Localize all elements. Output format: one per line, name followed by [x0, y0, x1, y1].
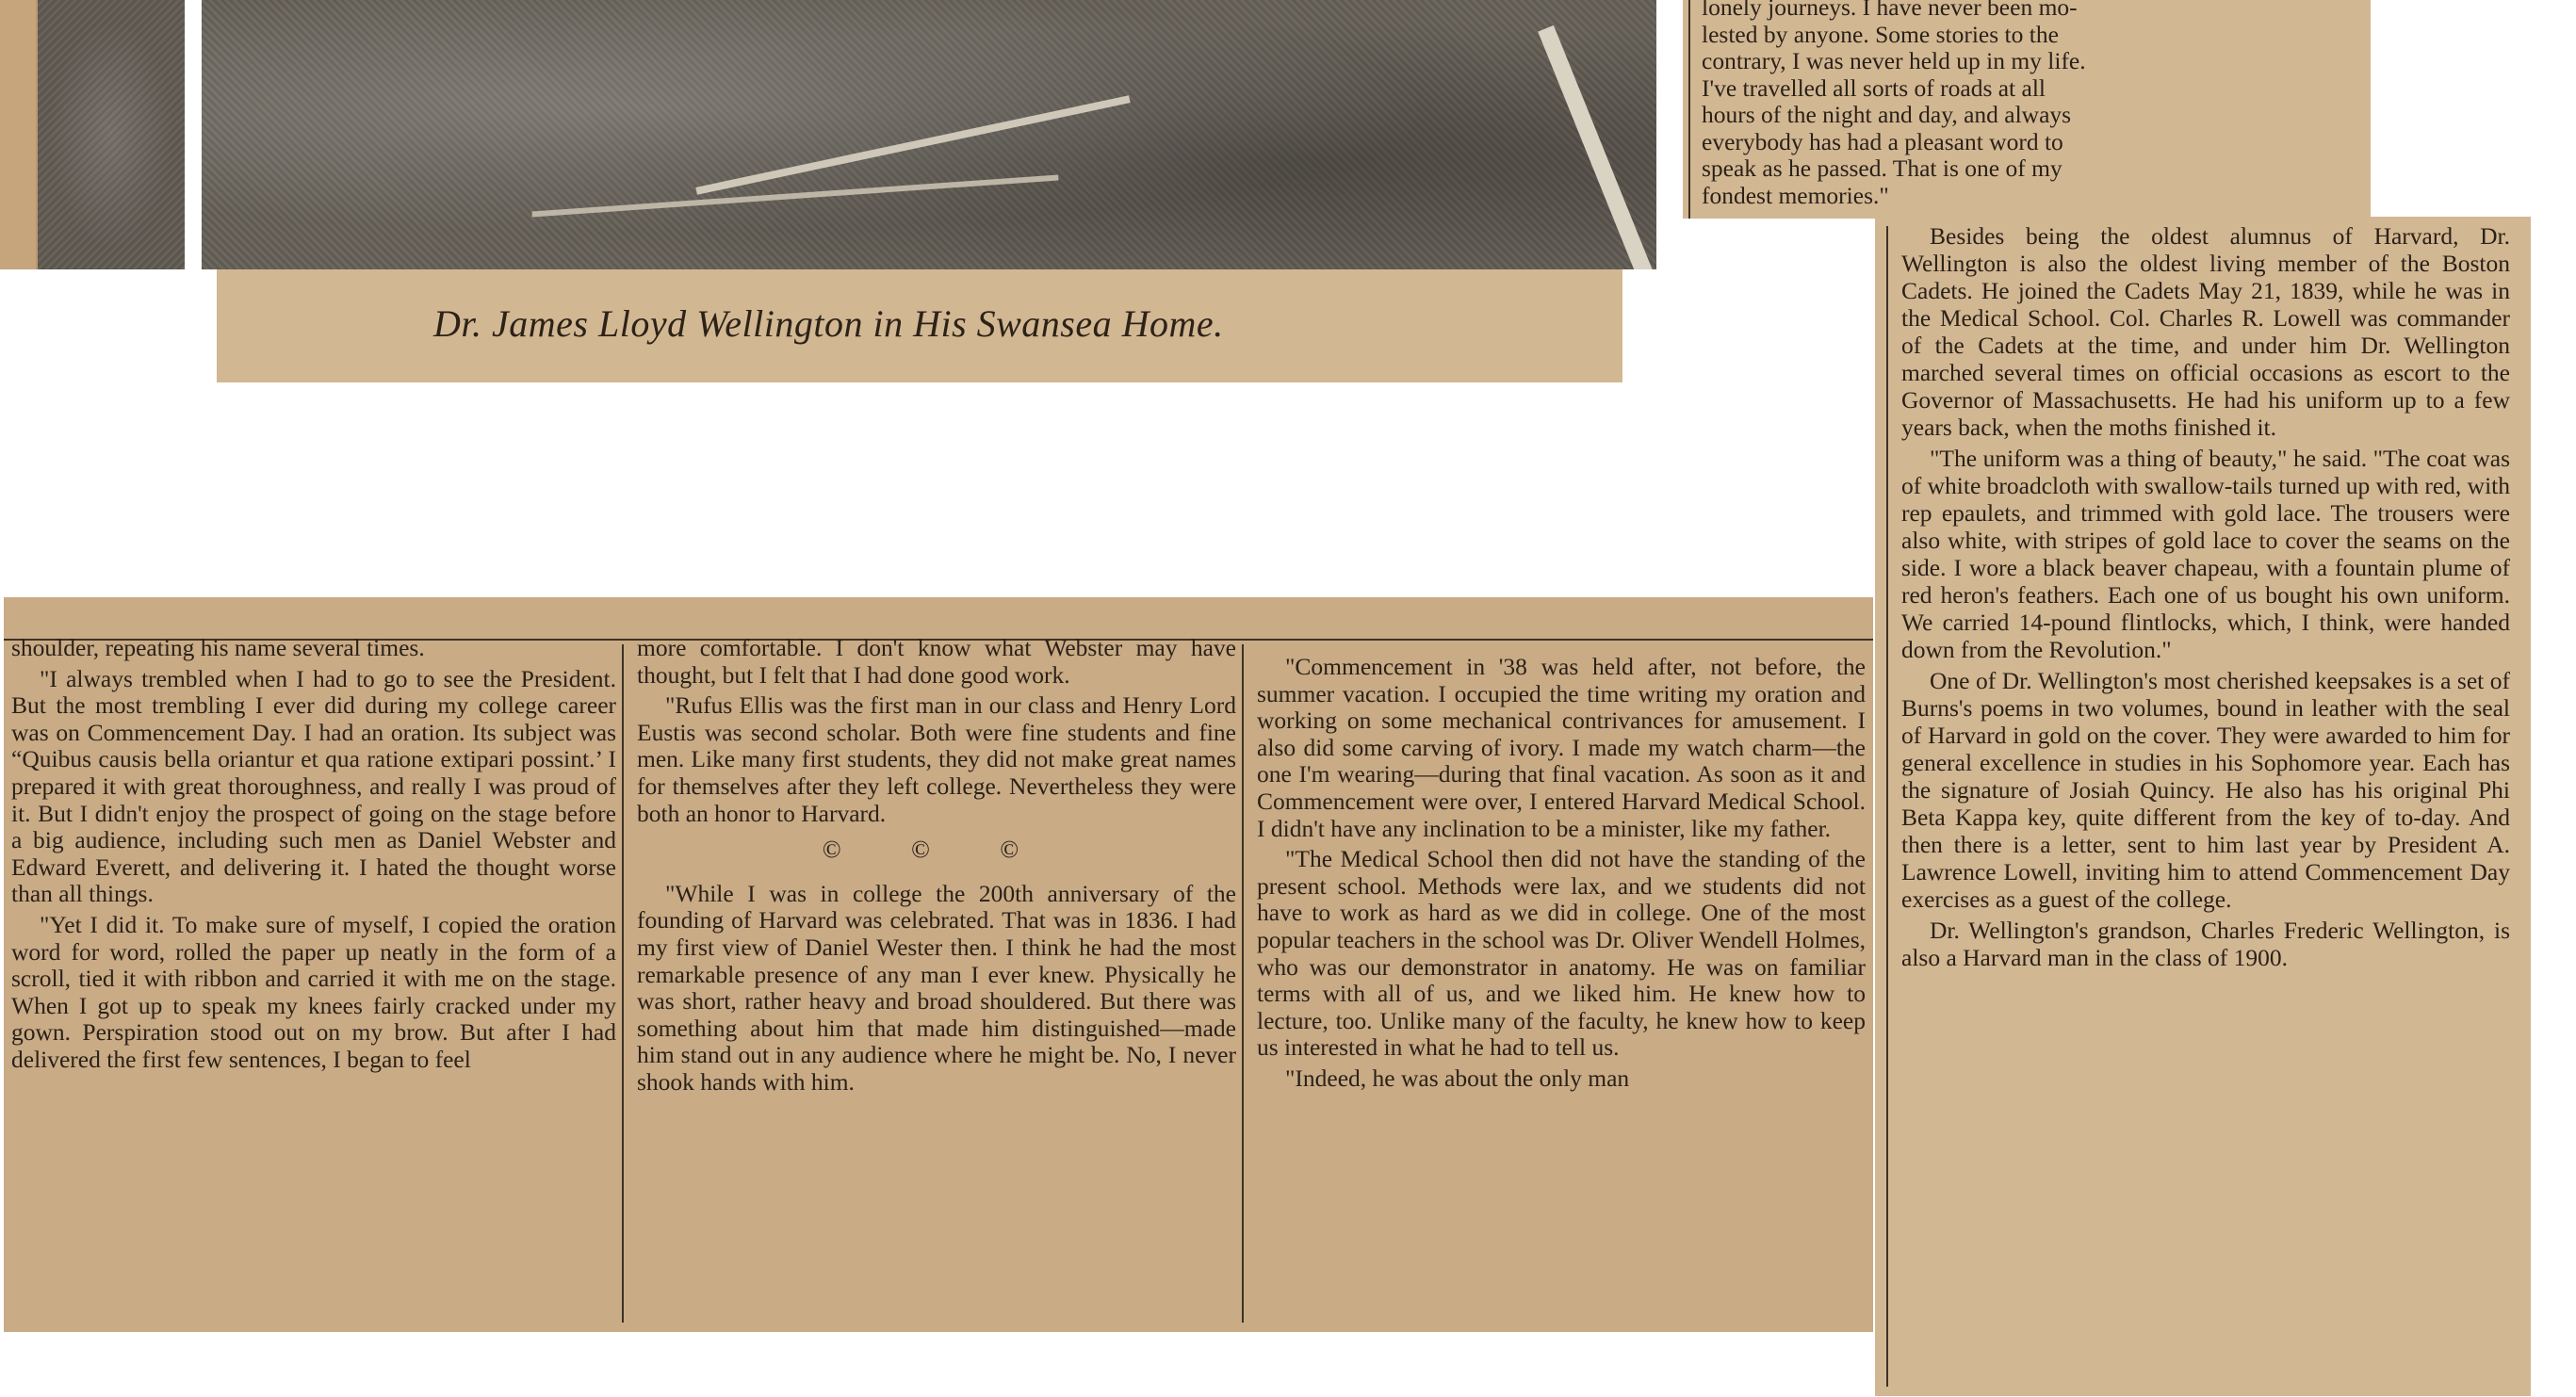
section-ornament: © © ©: [822, 836, 1052, 864]
paragraph: shoulder, repeating his name several times.: [11, 634, 425, 661]
text-line: I've travelled all sorts of roads at all: [1702, 73, 2046, 102]
paragraph: "Yet I did it. To make sure of myself, I copied the oration word for word, rolled the paper up neatly in the form of a scroll, tied it with ribbon and carried it with me on the stage. When I got up to speak my knees fairly cracked under my gown. Perspiration stood out on my brow. But after I had delivered the first few sentences, I began to feel: [11, 910, 616, 1073]
text-line: lested by anyone. Some stories to the: [1702, 20, 2059, 48]
text-line: speak as he passed. That is one of my: [1702, 154, 2062, 182]
paragraph: "Commencement in '38 was held after, not before, the summer vacation. I occupied the time writing my oration and working on some mechanical contrivances for amusement. I also did some carving of ivory. I made my watch charm—the one I'm wearing—during that final vacation. As soon as it and Commencement were over, I entered Harvard Medical School. I didn't have any inclination to be a minister, like my father.: [1257, 653, 1866, 842]
paragraph: "While I was in college the 200th anniversary of the founding of Harvard was celebrated. That was in 1836. I had my first view of Daniel Wester then. I think he had the most remarkable presence of any man I ever knew. Physically he was short, rather heavy and broad shouldered. But there was something about him that made him distinguished—made him stand out in any audience where he might be. No, I never shook hands with him.: [637, 879, 1236, 1096]
text-line: fondest memories.": [1702, 181, 1889, 209]
top-right-text: [1702, 0, 2342, 209]
top-right-clipping: [1683, 0, 2371, 219]
photo-fragment-left: [38, 0, 185, 269]
right-article-clipping: [1875, 217, 2531, 1396]
paragraph: more comfortable. I don't know what Webster may have thought, but I felt that I had done good work.: [637, 634, 1236, 689]
article-column-2: [637, 635, 1236, 1100]
paragraph: "Indeed, he was about the only man: [1285, 1064, 1630, 1092]
text-line: contrary, I was never held up in my life.: [1702, 47, 2086, 74]
paragraph: "The uniform was a thing of beauty," he said. "The coat was of white broadcloth with swallow-tails turned up with red, with rep epaulets, and trimmed with gold lace. The trousers were also white, with stripes of gold lace to cover the seams on the side. I wore a black beaver chapeau, with a fountain plume of red heron's feathers. Each one of us bought his own uniform. We carried 14-pound flintlocks, which, I think, were handed down from the Revolution.": [1901, 445, 2510, 663]
bottom-article-clipping: [4, 597, 1873, 1332]
article-column-4: [1901, 222, 2510, 975]
article-column-1: [11, 635, 616, 1078]
text-line: lonely journeys. I have never been mo-: [1702, 0, 2078, 21]
main-photo-clipping: [202, 0, 1656, 269]
left-photo-strip: [0, 0, 185, 269]
paragraph: Besides being the oldest alumnus of Harvard, Dr. Wellington is also the oldest living member of the Boston Cadets. He joined the Cadets May 21, 1839, while he was in the Medical School. Col. Charles R. Lowell was commander of the Cadets at the time, and under him Dr. Wellington marched several times on official occasions as escort to the Governor of Massachusetts. He had his uniform up to a few years back, when the moths finished it.: [1901, 222, 2510, 441]
paragraph: Dr. Wellington's grandson, Charles Frederic Wellington, is also a Harvard man in the class of 1900.: [1901, 917, 2510, 971]
article-column-3: [1257, 654, 1866, 1096]
photo-wellington-home: [202, 0, 1656, 269]
paragraph: "I always trembled when I had to go to see the President. But the most trembling I ever did during my college career was on Commencement Day. I had an oration. Its subject was “Quibus causis bella oriantur et qua ratione extipari possint.’ I prepared it with great thoroughness, and really I was proud of it. But I didn't enjoy the prospect of going on the stage before a big audience, including such men as Daniel Webster and Edward Everett, and delivering it. I hated the thought worse than all things.: [11, 664, 616, 908]
photo-caption-strip: [217, 269, 1622, 382]
paragraph: "Rufus Ellis was the first man in our class and Henry Lord Eustis was second scholar. Both were fine students and fine men. Like many first students, they did not make great names for themselves after they left college. Nevertheless they were both an honor to Harvard.: [637, 691, 1236, 827]
paragraph: One of Dr. Wellington's most cherished keepsakes is a set of Burns's poems in two volumes, bound in leather with the seal of Harvard in gold on the cover. They were awarded to him for general excellence in studies in his Sophomore year. Each has the signature of Josiah Quincy. He also has his original Phi Beta Kappa key, quite different from the key of to-day. And then there is a letter, sent to him last year by President A. Lawrence Lowell, inviting him to attend Commencement Day exercises as a guest of the college.: [1901, 667, 2510, 913]
paragraph: "The Medical School then did not have the standing of the present school. Methods were lax, and we students did not have to work as hard as we did in college. One of the most popular teachers in the school was Dr. Oliver Wendell Holmes, who was our demonstrator in anatomy. He was on familiar terms with all of us, and we liked him. He knew how to lecture, too. Unlike many of the faculty, he knew how to keep us interested in what he had to tell us.: [1257, 845, 1866, 1062]
text-line: hours of the night and day, and always: [1702, 101, 2072, 128]
photo-caption: Dr. James Lloyd Wellington in His Swansea Home.: [433, 302, 1224, 345]
text-line: everybody has had a pleasant word to: [1702, 127, 2063, 155]
